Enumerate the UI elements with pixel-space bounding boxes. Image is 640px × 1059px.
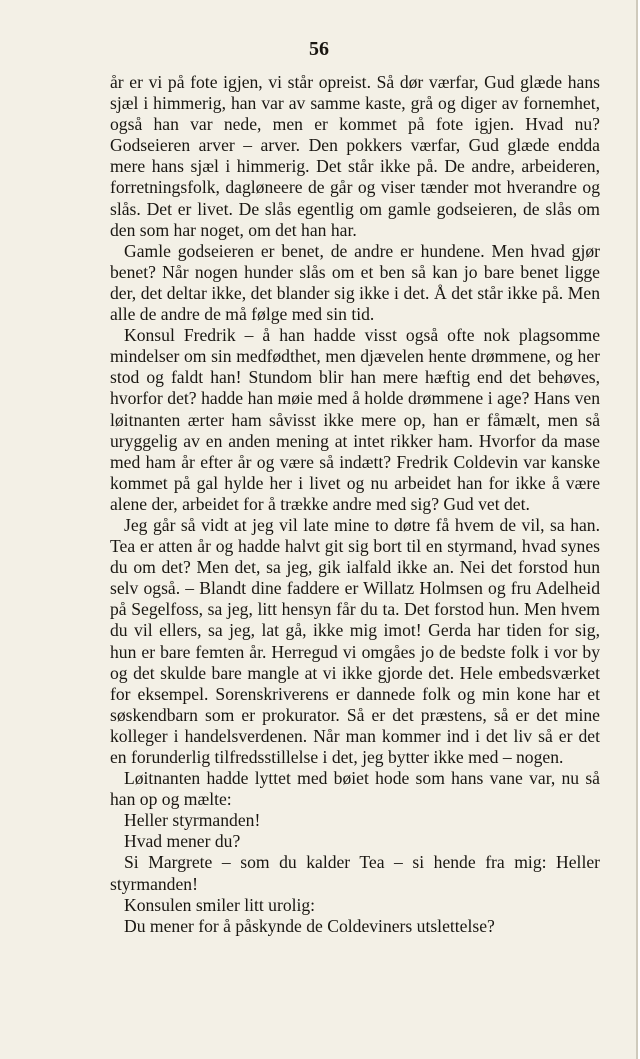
paragraph: Hvad mener du? [124, 831, 241, 852]
paragraph: Gamle godseieren er benet, de andre er hundene. Men hvad gjør benet? Når nogen hunder slås om et ben så kan jo bare benet ligge der, det deltar ikke, det blander sig ikke i det. Å det står ikke på. Men alle de andre de må følge med sin tid. [110, 240, 600, 325]
paragraph: år er vi på fote igjen, vi står opreist. Så dør værfar, Gud glæde hans sjæl i himmerig, han var av samme kaste, grå og diger av fornemhet, også han var nede, men er kommet på fote igjen. Hvad nu? Godseieren arver – arver. Den pokkers værfar, Gud glæde endda mere hans sjæl i himmerig. Det står ikke på. De andre, arbeideren, forretningsfolk, dagløneere de går og viser tænder mot hverandre og slås. Det er livet. De slås egentlig om gamle godseieren, de slås om den som har noget, om det han har. [110, 72, 600, 240]
page-number: 56 [309, 38, 329, 60]
body-text [110, 72, 600, 937]
paragraph: Konsulen smiler litt urolig: [124, 894, 316, 915]
paragraph: Du mener for å påskynde de Coldeviners utslettelse? [124, 915, 495, 936]
paragraph: Løitnanten hadde lyttet med bøiet hode som hans vane var, nu så han op og mælte: [110, 768, 600, 810]
paragraph: Konsul Fredrik – å han hadde visst også ofte nok plagsomme mindelser om sin medfødthet, men djævelen hente drømmene, og her stod og faldt han! Stundom blir han mere hæftig end det behøves, hvorfor det? hadde han møie med å holde drømmene i age? Hans ven løitnanten ærter ham såvisst ikke mere op, han er fåmælt, men så uryggelig av en anden mening at intet rikker ham. Hvorfor da mase med ham år efter år og være så indætt? Fredrik Coldevin var kanske kommet på gal hylde her i livet og nu arbeidet han for ikke å være alene der, arbeidet for å trække andre med sig? Gud vet det. [110, 325, 600, 514]
paragraph: Jeg går så vidt at jeg vil late mine to døtre få hvem de vil, sa han. Tea er atten år og hadde halvt git sig bort til en styrmand, hvad synes du om det? Men det, sa jeg, gik ialfald ikke an. Nei det forstod hun selv også. – Blandt dine faddere er Willatz Holmsen og fru Adelheid på Segelfoss, sa jeg, litt hensyn får du ta. Det forstod hun. Men hvem du vil ellers, sa jeg, lat gå, ikke mig imot! Gerda har tiden for sig, hun er bare femten år. Herregud vi omgåes jo de bedste folk i vor by og det skulde bare mangle at vi ikke gjorde det. Hele embedsværket for eksempel. Sorenskriverens er dannede folk og min kone har et søskendbarn som er prokurator. Så er det præstens, så er det mine kolleger i handelsverdenen. Når man kommer ind i det liv så er det en forunderlig tilfredsstillelse i det, jeg bytter ikke med – nogen. [110, 514, 600, 767]
paragraph: Si Margrete – som du kalder Tea – si hende fra mig: Heller styrmanden! [110, 852, 600, 894]
paragraph: Heller styrmanden! [124, 810, 261, 831]
